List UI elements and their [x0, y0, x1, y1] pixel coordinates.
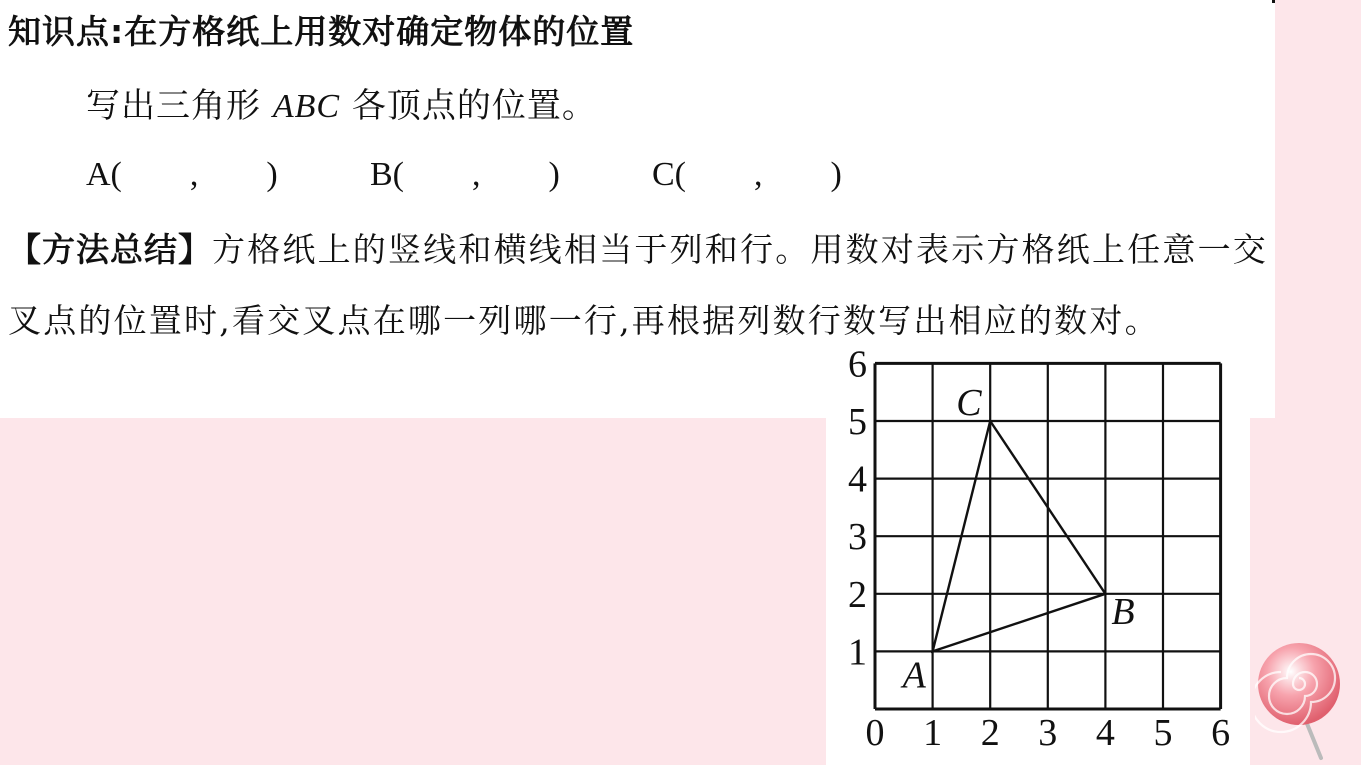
y-tick-label-5: 5: [848, 401, 867, 443]
method-summary-label: 【方法总结】: [8, 230, 212, 269]
y-tick-label-6: 6: [848, 350, 867, 386]
x-tick-label-6: 6: [1211, 712, 1231, 754]
grid-chart: [836, 350, 1246, 760]
lollipop-icon: [1255, 642, 1350, 762]
vertex-label-b: B: [1111, 590, 1135, 633]
answer-blank-b[interactable]: B( , ): [370, 156, 560, 193]
method-summary-text: 方格纸上的竖线和横线相当于列和行。用数对表示方格纸上任意一交叉点的位置时,看交叉点在哪一列哪一行,再根据列数行数写出相应的数对。: [8, 230, 1268, 340]
triangle-name: ABC: [272, 88, 341, 125]
vertex-label-c: C: [956, 382, 982, 424]
vertex-labels: [900, 382, 1135, 696]
answer-blank-c[interactable]: C( , ): [652, 156, 842, 193]
knowledge-point-title: 知识点:在方格纸上用数对确定物体的位置: [8, 12, 635, 51]
x-tick-label-0: 0: [865, 712, 885, 754]
method-summary: [8, 214, 1270, 356]
corner-mark: [1272, 0, 1275, 3]
question-text: [86, 78, 597, 127]
x-tick-label-5: 5: [1153, 712, 1173, 754]
y-tick-label-1: 1: [848, 631, 867, 674]
x-tick-label-2: 2: [980, 712, 1000, 754]
x-tick-label-1: 1: [923, 712, 943, 754]
grid-lines: [875, 363, 1221, 709]
question-prefix: 写出三角形: [86, 86, 273, 126]
vertex-label-a: A: [902, 654, 926, 697]
question-suffix: 各顶点的位置。: [340, 86, 597, 126]
x-tick-label-3: 3: [1038, 712, 1058, 754]
y-tick-label-3: 3: [848, 516, 867, 559]
answer-blank-a[interactable]: A( , ): [86, 156, 278, 193]
y-tick-label-2: 2: [848, 573, 867, 616]
x-tick-label-4: 4: [1095, 712, 1115, 754]
y-tick-label-4: 4: [848, 458, 867, 501]
